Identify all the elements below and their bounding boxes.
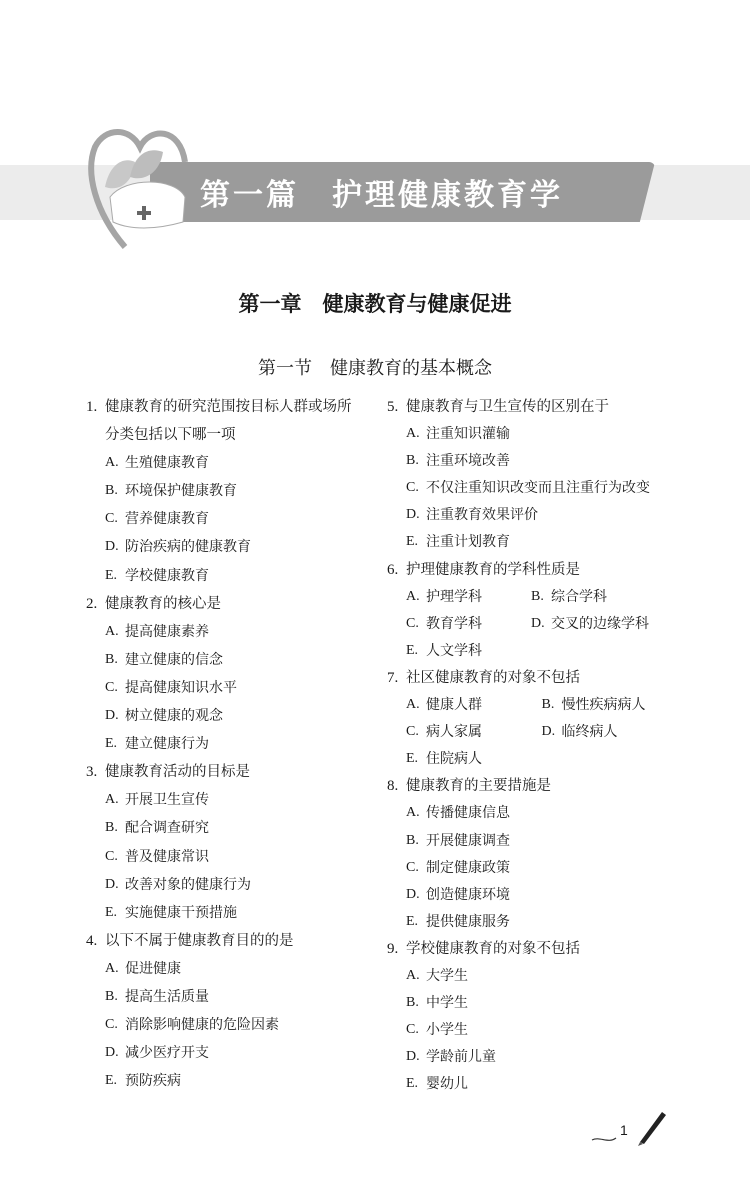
option-text: 传播健康信息 xyxy=(426,805,510,822)
question-stem-text: 社区健康教育的对象不包括 xyxy=(406,669,580,686)
option-text: 学校健康教育 xyxy=(125,567,209,584)
option-row xyxy=(86,536,376,564)
answer-option xyxy=(406,504,538,531)
option-row xyxy=(86,789,376,817)
question-stem-text: 健康教育与卫生宣传的区别在于 xyxy=(406,399,609,415)
answer-option xyxy=(406,450,510,477)
option-text: 促进健康 xyxy=(125,960,181,977)
option-text: 注重教育效果评价 xyxy=(426,507,538,524)
option-row xyxy=(387,965,677,992)
option-label: B. xyxy=(531,588,544,604)
option-text: 健康人群 xyxy=(426,697,482,714)
page-number: 1 xyxy=(620,1122,628,1138)
option-label: D. xyxy=(406,1049,420,1065)
option-text: 临终病人 xyxy=(561,724,618,741)
option-label: C. xyxy=(406,859,419,875)
answer-option xyxy=(105,789,209,817)
option-label: E. xyxy=(406,534,419,550)
option-text: 中学生 xyxy=(426,995,468,1012)
answer-option xyxy=(105,536,251,564)
option-text: 建立健康行为 xyxy=(125,736,209,753)
option-row xyxy=(387,613,677,640)
option-label: A. xyxy=(406,588,420,604)
option-row xyxy=(86,986,376,1014)
option-label: B. xyxy=(406,453,419,469)
question-stem-line xyxy=(86,761,376,789)
answer-option xyxy=(105,902,237,930)
answer-option xyxy=(406,884,510,911)
option-row xyxy=(387,694,677,721)
option-label: B. xyxy=(105,483,118,499)
option-label: A. xyxy=(406,426,420,442)
answer-option xyxy=(105,452,209,480)
option-label: E. xyxy=(105,736,118,752)
option-row xyxy=(86,846,376,874)
option-text: 小学生 xyxy=(426,1022,468,1039)
option-text: 学龄前儿童 xyxy=(426,1049,496,1066)
option-text: 环境保护健康教育 xyxy=(125,483,237,500)
question-number: 6. xyxy=(387,561,399,578)
answer-option xyxy=(406,1046,496,1073)
answer-option xyxy=(531,613,656,640)
option-label: D. xyxy=(531,615,545,631)
option-row xyxy=(86,705,376,733)
option-text: 不仅注重知识改变而且注重行为改变 xyxy=(426,480,650,497)
option-row xyxy=(387,857,677,884)
answer-option xyxy=(105,1042,209,1070)
question-stem-text: 健康教育活动的目标是 xyxy=(105,764,250,781)
question-stem-text: 护理健康教育的学科性质是 xyxy=(406,561,580,578)
option-text: 树立健康的观念 xyxy=(125,708,223,725)
option-row xyxy=(86,817,376,845)
option-row xyxy=(387,450,677,477)
answer-option xyxy=(105,677,237,705)
answer-option xyxy=(105,817,209,845)
question-item xyxy=(387,775,677,938)
option-text: 营养健康教育 xyxy=(125,511,209,528)
answer-option xyxy=(105,958,181,986)
question-number: 2. xyxy=(86,595,98,612)
option-row xyxy=(387,1019,677,1046)
question-stem-line xyxy=(86,930,376,958)
option-text: 实施健康干预措施 xyxy=(125,904,237,921)
question-number: 3. xyxy=(86,764,98,781)
question-item xyxy=(387,667,677,775)
option-text: 开展健康调查 xyxy=(426,832,510,849)
option-text: 慢性疾病病人 xyxy=(561,697,646,714)
right-column xyxy=(387,396,677,1100)
option-text: 病人家属 xyxy=(426,724,482,741)
answer-option xyxy=(105,1070,181,1098)
question-stem-line xyxy=(387,667,677,694)
option-label: C. xyxy=(406,724,419,740)
question-stem-text: 以下不属于健康教育目的的是 xyxy=(105,932,294,949)
answer-option xyxy=(105,649,223,677)
answer-option xyxy=(105,986,209,1014)
option-label: D. xyxy=(105,1045,119,1061)
question-number: 9. xyxy=(387,940,399,957)
chapter-title: 第一章 健康教育与健康促进 xyxy=(238,291,512,316)
option-text: 消除影响健康的危险因素 xyxy=(125,1017,279,1034)
answer-option xyxy=(406,531,510,558)
option-row xyxy=(86,452,376,480)
question-item xyxy=(387,559,677,667)
option-row xyxy=(86,874,376,902)
answer-option xyxy=(406,721,542,748)
answer-option xyxy=(105,621,209,649)
answer-option xyxy=(105,565,209,593)
option-label: E. xyxy=(406,1076,419,1092)
answer-option xyxy=(406,965,468,992)
answer-option xyxy=(406,1073,468,1100)
option-label: B. xyxy=(105,988,118,1004)
option-row xyxy=(86,1070,376,1098)
question-stem-line xyxy=(86,593,376,621)
option-text: 建立健康的信念 xyxy=(125,651,223,668)
option-row xyxy=(86,565,376,593)
option-text: 教育学科 xyxy=(426,615,482,632)
section-title: 第一节 健康教育的基本概念 xyxy=(258,358,492,379)
option-label: D. xyxy=(406,507,420,523)
option-row xyxy=(387,423,677,450)
question-number: 4. xyxy=(86,932,98,949)
answer-option xyxy=(406,992,468,1019)
option-label: D. xyxy=(105,708,119,724)
option-row xyxy=(387,586,677,613)
option-text: 人文学科 xyxy=(426,642,482,659)
option-label: B. xyxy=(406,832,419,848)
option-row xyxy=(387,911,677,938)
option-text: 护理学科 xyxy=(426,588,482,605)
option-text: 普及健康常识 xyxy=(125,848,209,865)
option-row xyxy=(86,733,376,761)
answer-option xyxy=(105,480,237,508)
option-label: D. xyxy=(541,724,556,740)
option-label: C. xyxy=(105,848,118,864)
question-item xyxy=(86,930,376,1099)
option-row xyxy=(86,1042,376,1070)
option-label: C. xyxy=(406,480,419,496)
option-text: 综合学科 xyxy=(551,588,607,605)
question-number: 8. xyxy=(387,778,399,795)
option-label: A. xyxy=(105,960,119,976)
answer-option xyxy=(406,613,531,640)
option-text: 制定健康政策 xyxy=(426,859,510,876)
option-label: C. xyxy=(105,1017,118,1033)
question-stem-line xyxy=(387,938,677,965)
option-row xyxy=(387,640,677,667)
option-row xyxy=(387,504,677,531)
option-text: 注重知识灌输 xyxy=(426,426,510,443)
answer-option xyxy=(406,857,510,884)
answer-option xyxy=(406,911,510,938)
option-text: 注重计划教育 xyxy=(426,534,510,551)
question-item xyxy=(86,593,376,762)
option-label: C. xyxy=(406,1022,419,1038)
answer-option xyxy=(105,1014,279,1042)
answer-option xyxy=(542,694,678,721)
option-label: C. xyxy=(105,511,118,527)
answer-option xyxy=(406,830,510,857)
pen-icon xyxy=(590,1108,670,1148)
option-text: 提供健康服务 xyxy=(426,913,510,930)
option-label: E. xyxy=(105,904,118,920)
answer-option xyxy=(406,748,549,775)
answer-option xyxy=(406,423,510,450)
option-label: E. xyxy=(406,751,419,767)
option-label: D. xyxy=(406,886,420,902)
answer-option xyxy=(105,508,209,536)
option-text: 生殖健康教育 xyxy=(125,455,209,472)
option-text: 改善对象的健康行为 xyxy=(125,876,251,893)
option-text: 大学生 xyxy=(426,967,468,984)
option-row xyxy=(86,649,376,677)
option-row xyxy=(86,621,376,649)
option-text: 交叉的边缘学科 xyxy=(551,615,649,632)
option-row xyxy=(387,802,677,829)
question-number: 5. xyxy=(387,399,399,415)
option-row xyxy=(387,531,677,558)
option-text: 创造健康环境 xyxy=(426,886,510,903)
part-title: 第一篇 护理健康教育学 xyxy=(200,178,563,213)
option-label: A. xyxy=(105,623,119,639)
option-label: D. xyxy=(105,876,119,892)
question-stem-text: 健康教育的研究范围按目标人群或场所 xyxy=(105,399,352,415)
option-label: C. xyxy=(406,615,419,631)
question-stem-line xyxy=(86,424,376,452)
answer-option xyxy=(406,477,650,504)
option-label: A. xyxy=(406,967,420,983)
option-label: A. xyxy=(105,792,119,808)
option-row xyxy=(387,884,677,911)
option-label: C. xyxy=(105,679,118,695)
answer-option xyxy=(406,586,531,613)
option-label: E. xyxy=(406,642,419,658)
answer-option xyxy=(105,846,209,874)
option-text: 婴幼儿 xyxy=(426,1076,468,1093)
question-stem-line xyxy=(387,559,677,586)
left-column xyxy=(86,396,376,1098)
option-text: 减少医疗开支 xyxy=(125,1045,209,1062)
question-item xyxy=(387,396,677,559)
answer-option xyxy=(105,874,251,902)
answer-option xyxy=(105,733,209,761)
answer-option xyxy=(542,721,678,748)
question-item xyxy=(86,396,376,593)
option-text: 防治疾病的健康教育 xyxy=(125,539,251,556)
option-row xyxy=(86,902,376,930)
option-text: 提高健康知识水平 xyxy=(125,679,237,696)
question-stem-line xyxy=(387,396,677,423)
question-stem-text: 健康教育的核心是 xyxy=(105,595,221,612)
option-row xyxy=(387,992,677,1019)
option-row xyxy=(387,721,677,748)
option-label: A. xyxy=(406,697,420,713)
question-stem-line xyxy=(387,775,677,802)
option-label: B. xyxy=(541,697,555,713)
nurse-cap-heart-logo-icon xyxy=(85,122,200,252)
answer-option xyxy=(406,1019,468,1046)
answer-option xyxy=(406,694,542,721)
option-text: 开展卫生宣传 xyxy=(125,792,209,809)
option-label: B. xyxy=(406,995,419,1011)
option-label: D. xyxy=(105,539,119,555)
question-number: 7. xyxy=(387,669,399,686)
option-row xyxy=(387,1046,677,1073)
question-item xyxy=(86,761,376,930)
answer-option xyxy=(406,640,531,667)
option-row xyxy=(387,1073,677,1100)
option-row xyxy=(86,677,376,705)
option-row xyxy=(86,1014,376,1042)
option-row xyxy=(86,508,376,536)
option-label: B. xyxy=(105,820,118,836)
question-stem-text: 学校健康教育的对象不包括 xyxy=(406,940,580,957)
question-number: 1. xyxy=(86,399,98,415)
option-text: 提高生活质量 xyxy=(125,988,209,1005)
option-label: B. xyxy=(105,651,118,667)
answer-option xyxy=(406,802,510,829)
option-label: A. xyxy=(406,805,420,821)
option-label: E. xyxy=(105,1073,118,1089)
option-row xyxy=(86,958,376,986)
option-text: 配合调查研究 xyxy=(125,820,209,837)
option-row xyxy=(387,748,677,775)
option-text: 提高健康素养 xyxy=(125,623,209,640)
question-number xyxy=(86,424,105,452)
question-stem-line xyxy=(86,396,376,424)
option-label: A. xyxy=(105,455,119,471)
option-row xyxy=(86,480,376,508)
question-item xyxy=(387,938,677,1101)
question-stem-text: 分类包括以下哪一项 xyxy=(105,427,236,444)
question-stem-text: 健康教育的主要措施是 xyxy=(406,778,551,795)
option-row xyxy=(387,477,677,504)
option-text: 预防疾病 xyxy=(125,1073,181,1090)
option-label: E. xyxy=(406,913,419,929)
answer-option xyxy=(531,586,656,613)
answer-option xyxy=(105,705,223,733)
option-text: 注重环境改善 xyxy=(426,453,510,470)
option-row xyxy=(387,830,677,857)
option-text: 住院病人 xyxy=(426,751,482,768)
option-label: E. xyxy=(105,567,118,583)
